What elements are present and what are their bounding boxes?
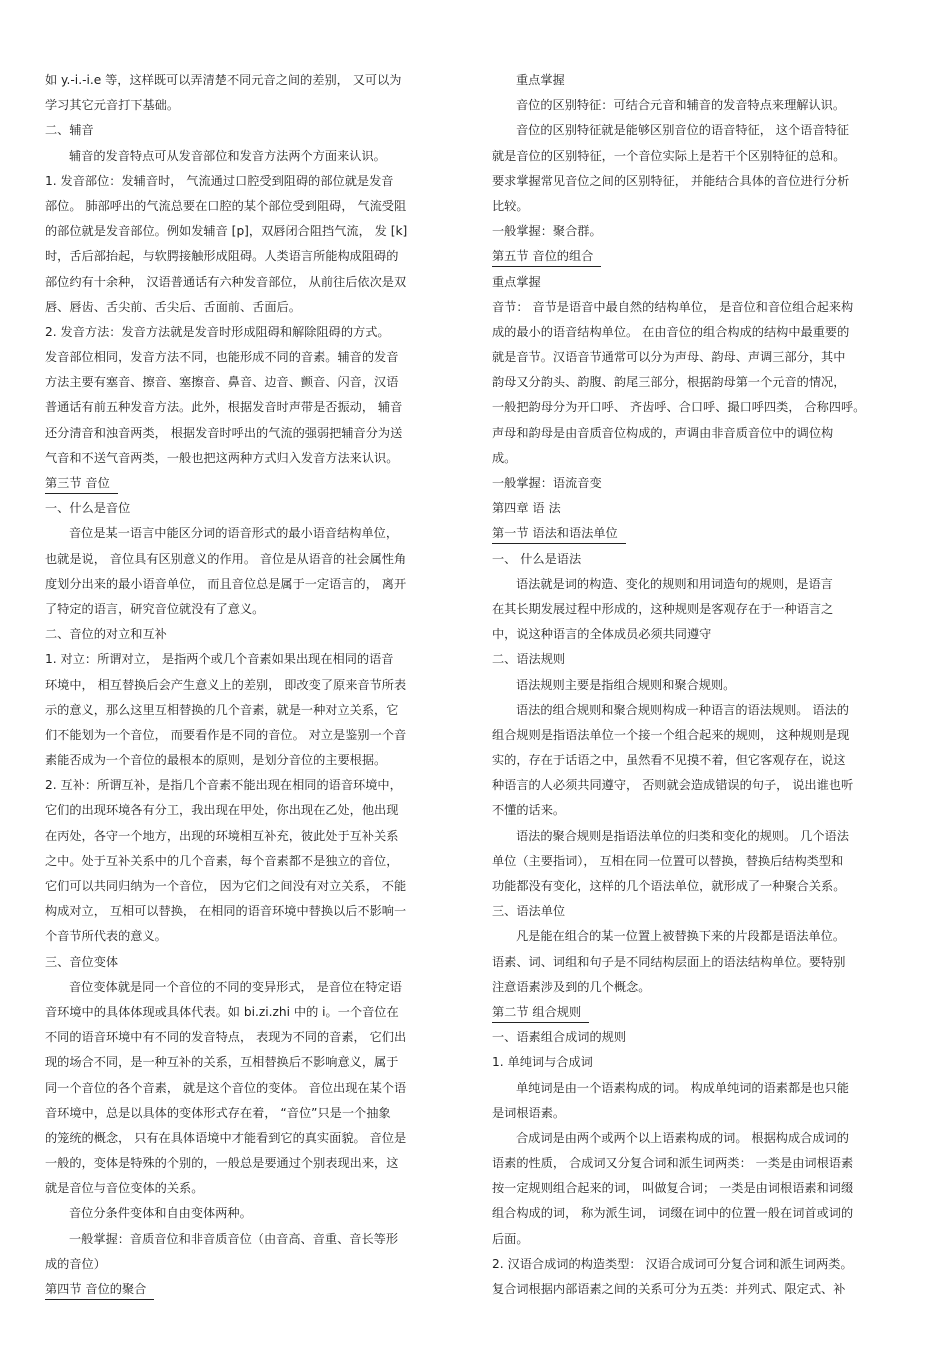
text-line: 2. 互补：所谓互补，是指几个音素不能出现在相同的语音环境中， (45, 778, 402, 793)
text-line: 成的音位） (45, 1256, 106, 1271)
text-line: 在丙处，各守一个地方，出现的环境相互补充，彼此处于互补关系 (45, 828, 399, 843)
subsection-heading: 二、语法规则 (492, 652, 566, 667)
text-line: 它们的出现环境各有分工，我出现在甲处，你出现在乙处，他出现 (45, 803, 399, 818)
text-line: 种语言的人必须共同遵守， 否则就会造成错误的句子， 说出谁也听 (492, 778, 854, 793)
subsection-heading: 二、音位的对立和互补 (45, 627, 167, 642)
text-line: 韵母又分韵头、韵腹、韵尾三部分，根据韵母第一个元音的情况， (492, 375, 846, 390)
text-line: 中，说这种语言的全体成员必须共同遵守 (492, 627, 712, 642)
text-line: 语法规则主要是指组合规则和聚合规则。 (516, 677, 736, 692)
text-line: 单纯词是由一个语素构成的词。 构成单纯词的语素都是也只能 (516, 1080, 849, 1095)
text-line: 按一定规则组合起来的词， 叫做复合词； 一类是由词根语素和词缀 (492, 1181, 854, 1196)
text-line: 环境中， 相互替换后会产生意义上的差别， 即改变了原来音节所表 (45, 677, 407, 692)
text-line: 一般掌握：语流音变 (492, 476, 602, 490)
text-line: 们不能划为一个音位， 而要看作是不同的音位。 对立是鉴别一个音 (45, 727, 407, 742)
text-line: 音节： 音节是语音中最自然的结构单位， 是音位和音位组合起来构 (492, 299, 854, 314)
text-line: 音位的区别特征就是能够区别音位的语音特征， 这个语音特征 (516, 123, 849, 138)
text-line: 功能都没有变化，这样的几个语法单位，就形成了一种聚合关系。 (492, 879, 846, 893)
text-line: 部位约有十余种， 汉语普通话有六种发音部位， 从前往后依次是双 (45, 274, 407, 289)
text-line: 语法的聚合规则是指语法单位的归类和变化的规则。 几个语法 (516, 828, 849, 843)
subsection-heading: 一、 什么是语法 (492, 551, 582, 566)
text-line: 要求掌握常见音位之间的区别特征， 并能结合具体的音位进行分析 (492, 173, 850, 188)
section-heading: 第一节 语法和语法单位 (492, 523, 626, 544)
subsection-heading: 一、什么是音位 (45, 501, 131, 516)
text-line: 语法的组合规则和聚合规则构成一种语言的语法规则。 语法的 (516, 702, 849, 717)
text-line: 组合规则是指语法单位一个接一个组合起来的规则， 这种规则是现 (492, 727, 850, 742)
section-heading: 第二节 组合规则 (492, 1002, 589, 1023)
text-line: 唇、唇齿、舌尖前、舌尖后、舌面前、舌面后。 (45, 299, 301, 314)
text-line: 就是音位与音位变体的关系。 (45, 1181, 204, 1196)
text-line: 之中。处于互补关系中的几个音素，每个音素都不是独立的音位， (45, 853, 399, 868)
text-line: 素能否成为一个音位的最根本的原则，是划分音位的主要根据。 (45, 753, 387, 768)
text-line: 1. 发音部位：发辅音时， 气流通过口腔受到阻碍的部位就是发音 (45, 173, 394, 188)
text-line: 还分清音和浊音两类， 根据发音时呼出的气流的强弱把辅音分为送 (45, 425, 403, 440)
text-line: 1. 对立：所谓对立， 是指两个或几个音素如果出现在相同的语音 (45, 652, 394, 667)
text-line: 构成对立， 互相可以替换， 在相同的语音环境中替换以后不影响一 (45, 904, 407, 919)
text-line: 一般把韵母分为开口呼、 齐齿呼、合口呼、撮口呼四类， 合称四呼。 (492, 400, 866, 415)
text-line: 如 y.-i.-i.e 等，这样既可以弄清楚不同元音之间的差别， 又可以为 (45, 73, 402, 87)
left-column (45, 68, 458, 1302)
text-line: 同一个音位的各个音素， 就是这个音位的变体。 音位出现在某个语 (45, 1080, 407, 1095)
chapter-heading: 第四章 语 法 (492, 501, 561, 516)
text-line: 也就是说， 音位具有区别意义的作用。 音位是从语音的社会属性角 (45, 551, 407, 566)
text-line: 音环境中，总是以具体的变体形式存在着， “音位”只是一个抽象 (45, 1105, 391, 1120)
text-line: 2. 发音方法：发音方法就是发音时形成阻碍和解除阻碍的方式。 (45, 324, 390, 339)
text-line: 复合词根据内部语素之间的关系可分为五类：并列式、限定式、补 (492, 1282, 846, 1296)
text-line: 注意语素涉及到的几个概念。 (492, 979, 651, 994)
text-line: 是词根语素。 (492, 1105, 566, 1120)
text-line: 比较。 (492, 198, 529, 213)
section-heading: 第三节 音位 (45, 473, 118, 494)
text-line: 重点掌握 (516, 73, 565, 87)
text-line: 音位的区别特征：可结合元音和辅音的发音特点来理解认识。 (516, 98, 846, 113)
text-line: 一般的，变体是特殊的个别的，一般总是要通过个别表现出来，这 (45, 1156, 399, 1171)
text-line: 音位分条件变体和自由变体两种。 (69, 1206, 252, 1221)
text-line: 就是音节。汉语音节通常可以分为声母、韵母、声调三部分，其中 (492, 350, 846, 365)
text-line: 度划分出来的最小语音单位， 而且音位总是属于一定语言的， 离开 (45, 576, 407, 591)
text-line: 普通话有前五种发音方法。此外，根据发音时声带是否振动， 辅音 (45, 400, 403, 415)
text-line: 语素、词、词组和句子是不同结构层面上的语法结构单位。要特别 (492, 954, 846, 969)
subsection-heading: 一、语素组合成词的规则 (492, 1030, 627, 1045)
text-line: 声母和韵母是由音质音位构成的，声调由非音质音位中的调位构 (492, 425, 834, 440)
right-column (492, 68, 902, 1302)
text-line: 语素的性质， 合成词又分复合词和派生词两类： 一类是由词根语素 (492, 1156, 854, 1171)
text-line: 合成词是由两个或两个以上语素构成的词。 根据构成合成词的 (516, 1130, 849, 1145)
text-line: 实的，存在于话语之中，虽然看不见摸不着，但它客观存在，说这 (492, 753, 846, 768)
text-line: 组合构成的词， 称为派生词， 词缀在词中的位置一般在词首或词的 (492, 1206, 854, 1221)
section-heading: 第四节 音位的聚合 (45, 1279, 154, 1300)
text-line: 方法主要有塞音、擦音、塞擦音、鼻音、边音、颤音、闪音，汉语 (45, 375, 399, 390)
text-line: 现的场合不同，是一种互补的关系，互相替换后不影响意义，属于 (45, 1055, 399, 1070)
text-line: 一般掌握：音质音位和非音质音位（由音高、音重、音长等形 (69, 1231, 399, 1246)
text-line: 凡是能在组合的某一位置上被替换下来的片段都是语法单位。 (516, 929, 846, 944)
text-line: 2. 汉语合成词的构造类型： 汉语合成词可分复合词和派生词两类。 (492, 1256, 853, 1271)
subsection-heading: 二、辅音 (45, 123, 94, 138)
text-line: 重点掌握 (492, 274, 541, 289)
subsection-heading: 三、音位变体 (45, 954, 119, 969)
text-line: 音位是某一语言中能区分词的语音形式的最小语音结构单位， (69, 526, 399, 541)
text-line: 示的意义，那么这里互相替换的几个音素，就是一种对立关系，它 (45, 702, 399, 717)
text-line: 一般掌握：聚合群。 (492, 224, 602, 239)
text-line: 学习其它元音打下基础。 (45, 98, 180, 113)
text-line: 的笼统的概念， 只有在具体语境中才能看到它的真实面貌。 音位是 (45, 1130, 407, 1145)
text-line: 了特定的语言，研究音位就没有了意义。 (45, 601, 265, 616)
text-line: 气音和不送气音两类，一般也把这两种方式归入发音方法来认识。 (45, 450, 399, 465)
text-line: 不同的语音环境中有不同的发音特点， 表现为不同的音素， 它们出 (45, 1030, 407, 1045)
section-heading: 第五节 音位的组合 (492, 246, 601, 267)
text-line: 的部位就是发音部位。例如发辅音 [p]，双唇闭合阻挡气流， 发 [k] (45, 224, 408, 239)
text-line: 不懂的话来。 (492, 803, 566, 818)
text-line: 个音节所代表的意义。 (45, 929, 167, 944)
text-line: 后面。 (492, 1231, 529, 1246)
text-line: 辅音的发音特点可从发音部位和发音方法两个方面来认识。 (69, 148, 386, 163)
text-line: 就是音位的区别特征，一个音位实际上是若干个区别特征的总和。 (492, 148, 846, 163)
text-line: 发音部位相同，发音方法不同，也能形成不同的音素。辅音的发音 (45, 350, 399, 365)
text-line: 音位变体就是同一个音位的不同的变异形式， 是音位在特定语 (69, 979, 402, 994)
text-line: 成的最小的语音结构单位。 在由音位的组合构成的结构中最重要的 (492, 324, 850, 339)
text-line: 部位。 肺部呼出的气流总要在口腔的某个部位受到阻碍， 气流受阻 (45, 198, 407, 213)
text-line: 单位（主要指词）， 互相在同一位置可以替换，替换后结构类型和 (492, 853, 844, 868)
text-line: 成。 (492, 450, 517, 465)
subsection-heading: 三、语法单位 (492, 904, 566, 919)
text-line: 在其长期发展过程中形成的，这种规则是客观存在于一种语言之 (492, 601, 834, 616)
text-line: 音环境中的具体体现或具体代表。如 bi.zi.zhi 中的 i。一个音位在 (45, 1004, 399, 1019)
text-line: 1. 单纯词与合成词 (492, 1055, 593, 1070)
text-line: 语法就是词的构造、变化的规则和用词造句的规则，是语言 (516, 576, 833, 591)
text-line: 时，舌后部抬起，与软腭接触形成阻碍。人类语言所能构成阻碍的 (45, 249, 399, 264)
text-line: 它们可以共同归纳为一个音位， 因为它们之间没有对立关系， 不能 (45, 879, 407, 893)
